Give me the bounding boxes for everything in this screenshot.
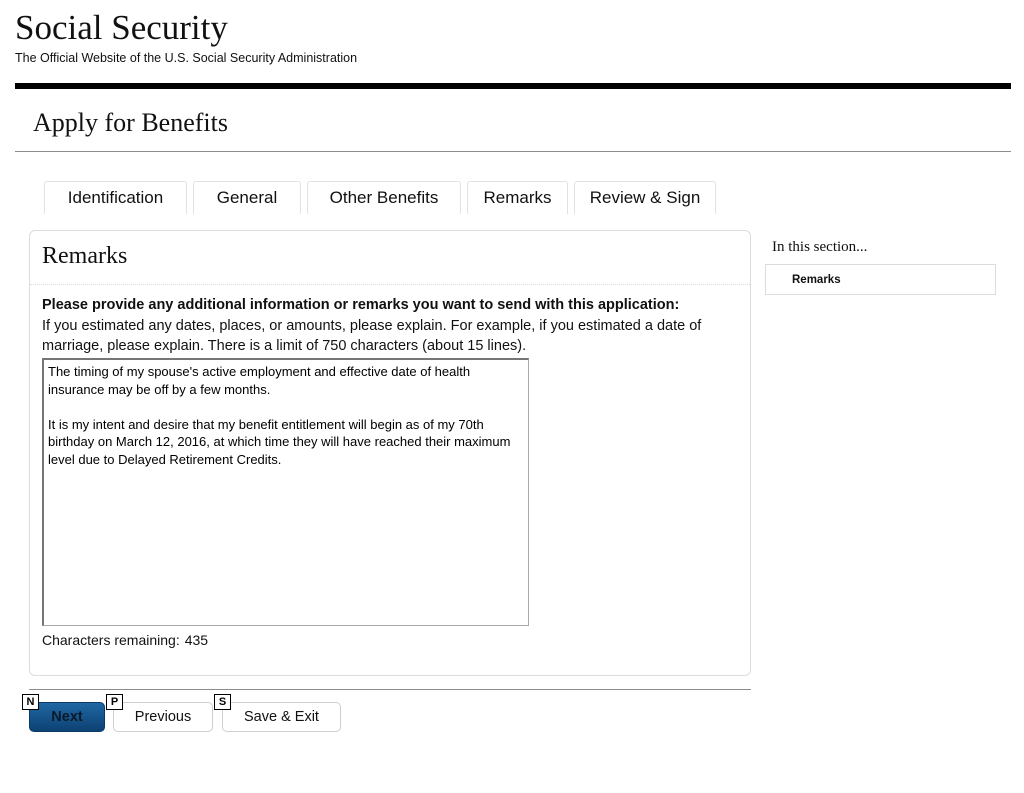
- title-divider: [15, 151, 1011, 152]
- remarks-prompt-text: If you estimated any dates, places, or amounts, please explain. For example, if you estimated a date of marriage, please explain. There is a limit of 750 characters (about 15 lines).: [42, 318, 702, 354]
- save-exit-button[interactable]: Save & Exit: [222, 702, 341, 732]
- characters-remaining-label: Characters remaining:: [42, 632, 180, 648]
- previous-shortcut-key: P: [106, 694, 123, 710]
- characters-remaining-count: 435: [184, 632, 209, 648]
- panel-divider: [30, 284, 750, 285]
- next-shortcut-key: N: [22, 694, 39, 710]
- characters-remaining: [42, 632, 208, 648]
- tab-identification[interactable]: Identification: [44, 181, 187, 214]
- next-button[interactable]: Next: [29, 702, 105, 732]
- remarks-prompt-heading: Please provide any additional information or remarks you want to send with this application:: [42, 297, 680, 313]
- site-subtitle: The Official Website of the U.S. Social Security Administration: [15, 51, 358, 65]
- tab-other-benefits[interactable]: Other Benefits: [307, 181, 461, 214]
- actions-divider: [29, 689, 751, 690]
- header-divider: [15, 83, 1011, 89]
- page-title: Apply for Benefits: [33, 108, 228, 137]
- sidebar-item-remarks[interactable]: Remarks: [792, 274, 841, 286]
- sidebar-heading: In this section...: [772, 239, 868, 255]
- previous-button[interactable]: Previous: [113, 702, 213, 732]
- site-title[interactable]: Social Security: [15, 8, 228, 47]
- remarks-textarea[interactable]: The timing of my spouse's active employment and effective date of health insurance may be off by a few months. It is my intent and desire that my benefit entitlement will begin as of my 70th birthday on March 12, 2016, at which time they will have reached their maximum level due to Delayed Retirement Credits.: [42, 358, 529, 626]
- tab-remarks[interactable]: Remarks: [467, 181, 568, 214]
- tab-review-sign[interactable]: Review & Sign: [574, 181, 716, 214]
- remarks-panel: [29, 230, 751, 676]
- tab-general[interactable]: General: [193, 181, 301, 214]
- remarks-heading: Remarks: [42, 243, 128, 269]
- save-exit-shortcut-key: S: [214, 694, 231, 710]
- sidebar-nav: [765, 264, 996, 295]
